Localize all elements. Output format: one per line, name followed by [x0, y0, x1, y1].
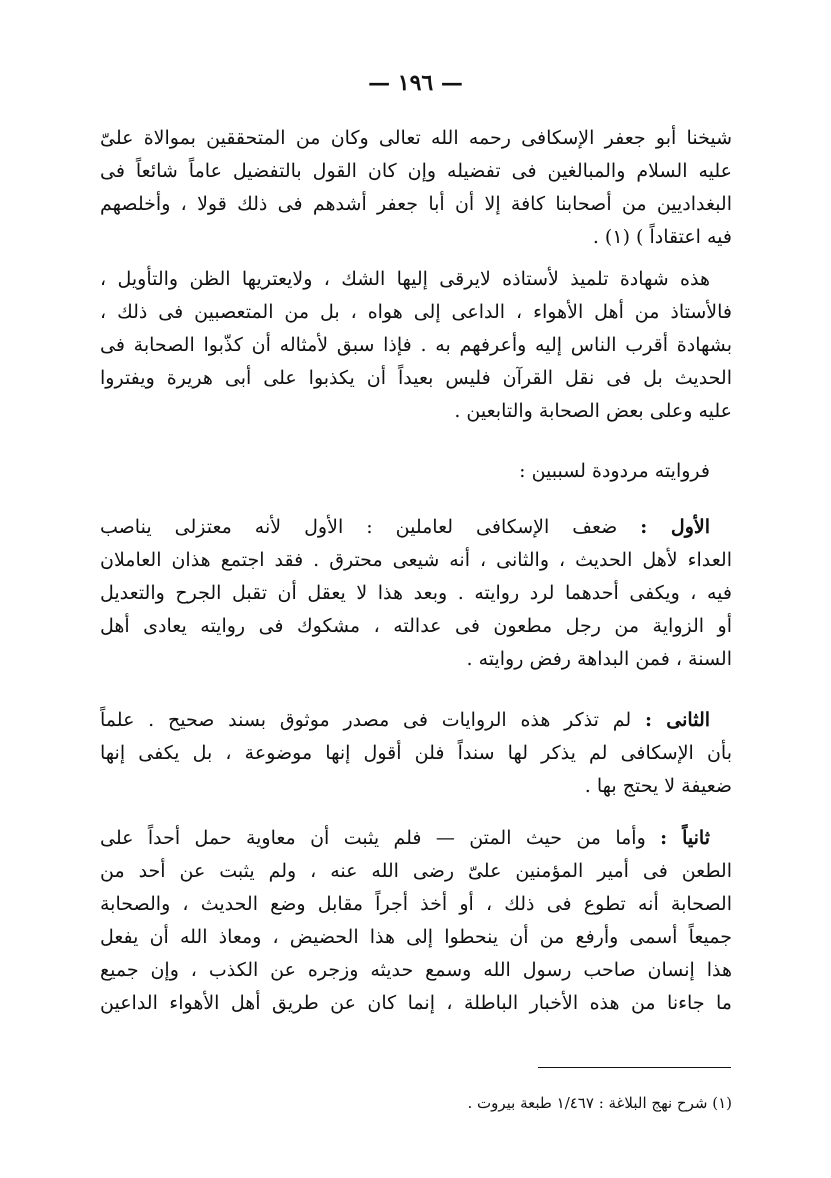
- lead-word: الثانى :: [644, 709, 711, 731]
- text-line: هذه شهادة تلميذ لأستاذه لايرقى إليها الشك ، ولايعتريها الظن والتأويل ،: [100, 268, 710, 290]
- text-line: فيه ، ويكفى أحدهما لرد روايته . وبعد هذا لا يعقل أن تقبل الجرح والتعديل: [100, 582, 732, 604]
- text-line: ما جاءنا من هذه الأخبار الباطلة ، إنما كان عن طريق أهل الأهواء الداعين: [100, 992, 732, 1014]
- footnote: (١) شرح نهج البلاغة : ١/٤٦٧ طبعة بيروت .: [467, 1094, 732, 1112]
- text-line: فالأستاذ من أهل الأهواء ، الداعى إلى هواه ، بل من المتعصبين فى ذلك ،: [100, 301, 732, 323]
- text-line: جميعاً أسمى وأرفع من أن ينحطوا إلى هذا الحضيض ، ومعاذ الله أن يفعل: [100, 926, 732, 948]
- text-line: بشهادة أقرب الناس إليه وأعرفهم به . فإذا سبق لأمثاله أن كذّبوا الصحابة فى: [100, 334, 732, 356]
- paragraph-testimony: [100, 263, 732, 428]
- text-fragment: لم تذكر هذه الروايات فى مصدر موثوق بسند صحيح . علماً: [100, 709, 632, 731]
- text-line: هذا إنسان صاحب رسول الله وسمع حديثه وزجره عن الكذب ، وإن جميع: [100, 959, 732, 981]
- lead-word: ثانياً :: [660, 827, 710, 849]
- lead-word: الأول :: [640, 516, 710, 538]
- text-line: ضعيفة لا يحتج بها .: [584, 775, 732, 797]
- paragraph-first-reason: [100, 511, 732, 676]
- text-line: الحديث بل فى نقل القرآن فليس بعيداً أن يكذبوا على أبى هريرة ويفتروا: [100, 367, 732, 389]
- text-line: عليه وعلى بعض الصحابة والتابعين .: [454, 400, 732, 422]
- text-line: شيخنا أبو جعفر الإسكافى رحمه الله تعالى وكان من المتحققين بموالاة علىّ: [100, 127, 732, 149]
- page-number: — ١٩٦ —: [368, 70, 463, 96]
- text-fragment: وأما من حيث المتن — فلم يثبت أن معاوية حمل أحداً على: [100, 827, 646, 849]
- text-line: بأن الإسكافى لم يذكر لها سنداً فلن أقول إنها موضوعة ، بل يكفى إنها: [100, 742, 732, 764]
- paragraph-second-reason: [100, 704, 732, 803]
- text-line: السنة ، فمن البداهة رفض روايته .: [466, 648, 732, 670]
- text-line: فيه اعتقاداً ) (١) .: [592, 226, 732, 248]
- paragraph-two-reasons: [100, 455, 732, 488]
- footnote-divider: [538, 1067, 731, 1068]
- text-line: العداء لأهل الحديث ، والثانى ، أنه شيعى محترق . فقد اجتمع هذان العاملان: [100, 549, 732, 571]
- text-line: الطعن فى أمير المؤمنين علىّ رضى الله عنه ، ولم يثبت عن أحد من: [100, 860, 732, 882]
- paragraph-secondly-text: [100, 822, 732, 1020]
- text-line: أو الزواية من رجل مطعون فى عدالته ، مشكوك فى روايته يعادى أهل: [100, 615, 732, 637]
- text-line: البغداديين من أصحابنا كافة إلا أن أبا جعفر أشدهم فى ذلك قولا ، وأخلصهم: [100, 193, 732, 215]
- text-line-with-lead: [100, 704, 732, 737]
- text-line: فروايته مردودة لسببين :: [519, 460, 710, 482]
- text-line-with-lead: [100, 511, 732, 544]
- text-line-with-lead: [100, 822, 732, 855]
- paragraph-quote-continuation: [100, 122, 732, 254]
- text-line: عليه السلام والمبالغين فى تفضيله وإن كان القول بالتفضيل عاماً شائعاً فى: [100, 160, 732, 182]
- text-line: الصحابة أنه تطوع فى ذلك ، أو أخذ أجراً مقابل وضع الحديث ، والصحابة: [100, 893, 732, 915]
- text-fragment: ضعف الإسكافى لعاملين : الأول لأنه معتزلى يناصب: [100, 516, 618, 538]
